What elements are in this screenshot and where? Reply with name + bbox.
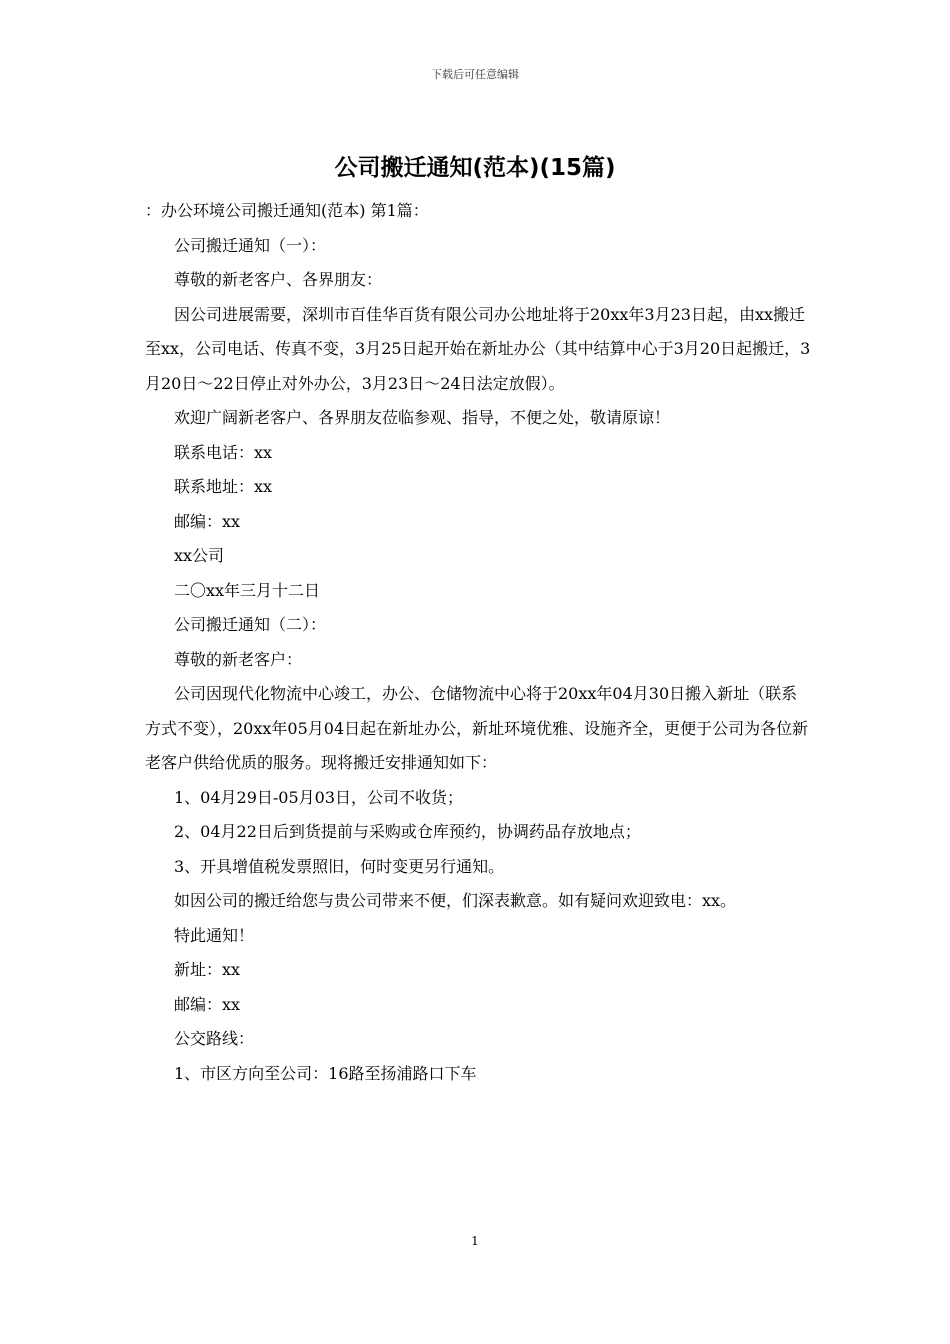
body-paragraph: 邮编：xx bbox=[174, 511, 241, 531]
body-paragraph: 1、04月29日-05月03日，公司不收货； bbox=[174, 787, 464, 807]
body-paragraph: 公司搬迁通知（一）： bbox=[174, 235, 327, 255]
body-paragraph: 新址：xx bbox=[174, 960, 241, 979]
body-paragraph: 特此通知！ bbox=[174, 925, 255, 945]
body-paragraph: 2、04月22日后到货提前与采购或仓库预约，协调药品存放地点； bbox=[174, 822, 641, 841]
body-paragraph: 联系地址：xx bbox=[174, 477, 273, 496]
body-paragraph: ：办公环境公司搬迁通知(范本) 第1篇： bbox=[145, 201, 429, 220]
body-paragraph: 尊敬的新老客户、各界朋友： bbox=[174, 270, 383, 289]
body-paragraph: 联系电话：xx bbox=[174, 442, 273, 462]
body-paragraph: 因公司进展需要，深圳市百佳华百货有限公司办公地址将于20xx年3月23日起，由xx搬迁至xx，公司电话、传真不变，3月25日起开始在新址办公（其中结算中心于3月20日起搬迁，3月20日～22日停止对外办公，3月23日～24日法定放假）。 bbox=[145, 304, 811, 393]
body-paragraph: 公司搬迁通知（二）： bbox=[174, 615, 327, 634]
body-paragraph: 二〇xx年三月十二日 bbox=[174, 580, 321, 600]
body-paragraph: 欢迎广阔新老客户、各界朋友莅临参观、指导，不便之处，敬请原谅！ bbox=[174, 408, 671, 427]
document-body bbox=[145, 194, 813, 1091]
header-note: 下载后可任意编辑 bbox=[431, 68, 519, 81]
body-paragraph: 3、开具增值税发票照旧，何时变更另行通知。 bbox=[174, 856, 505, 876]
body-paragraph: 尊敬的新老客户： bbox=[174, 649, 303, 669]
body-paragraph: 公司因现代化物流中心竣工，办公、仓储物流中心将于20xx年04月30日搬入新址（联系方式不变），20xx年05月04日起在新址办公，新址环境优雅、设施齐全，更便于公司为各位新老客户供给优质的服务。现将搬迁安排通知如下： bbox=[145, 684, 809, 772]
body-paragraph: 邮编：xx bbox=[174, 994, 241, 1014]
body-paragraph: xx公司 bbox=[174, 546, 225, 565]
body-paragraph: 1、市区方向至公司：16路至扬浦路口下车 bbox=[174, 1063, 477, 1083]
body-paragraph: 公交路线： bbox=[174, 1029, 255, 1048]
document-title: 公司搬迁通知(范本)(15篇) bbox=[334, 155, 616, 181]
body-paragraph: 如因公司的搬迁给您与贵公司带来不便，们深表歉意。如有疑问欢迎致电：xx。 bbox=[174, 891, 737, 910]
page-number: 1 bbox=[471, 1234, 479, 1248]
